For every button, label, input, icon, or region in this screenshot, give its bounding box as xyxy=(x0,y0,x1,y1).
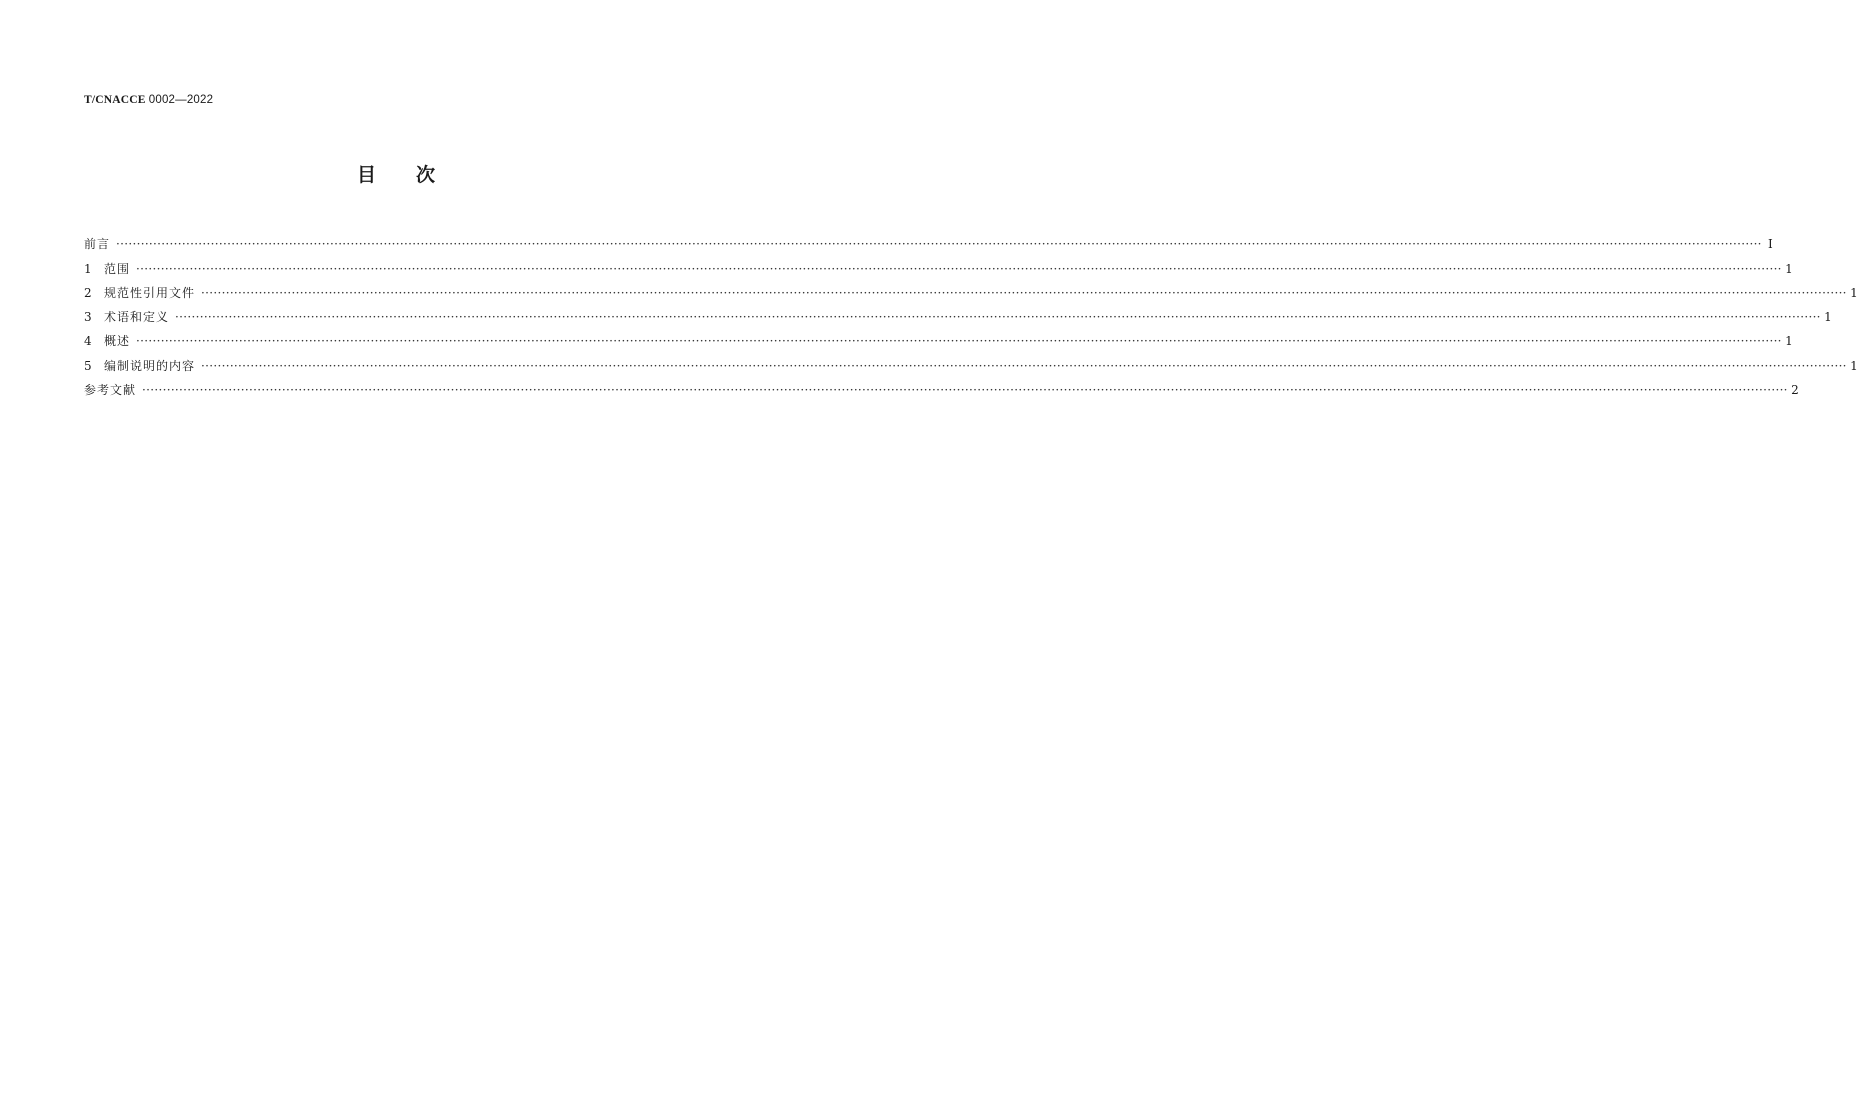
toc-entry-page: 1 xyxy=(1785,334,1793,349)
toc-entry-terms-definitions[interactable] xyxy=(84,301,1832,325)
toc-entry-label: 概述 xyxy=(104,334,131,349)
toc-entry-label: 规范性引用文件 xyxy=(104,285,196,300)
toc-entry-label: 参考文献 xyxy=(84,383,137,398)
toc-leader-dots: ················································································································································································································································································································································································································ xyxy=(142,383,1788,398)
toc-entry-number: 5 xyxy=(84,358,92,373)
toc-entry-overview[interactable] xyxy=(84,325,1793,349)
toc-entry-scope[interactable] xyxy=(84,252,1793,276)
toc-entry-normative-references[interactable] xyxy=(84,277,1858,301)
page-title: 目次 xyxy=(356,164,475,186)
toc-entry-number: 4 xyxy=(84,334,92,349)
standard-number: 0002—2022 xyxy=(148,94,214,106)
toc-entry-bibliography[interactable] xyxy=(84,374,1799,398)
toc-leader-dots: ················································································································································································································································································································································································································ xyxy=(136,334,1782,349)
table-of-contents xyxy=(84,228,1858,398)
toc-entry-number: 3 xyxy=(84,310,92,325)
toc-entry-content[interactable] xyxy=(84,349,1858,373)
toc-entry-label: 编制说明的内容 xyxy=(104,358,196,373)
toc-entry-label: 术语和定义 xyxy=(104,310,170,325)
toc-entry-label: 前言 xyxy=(84,237,111,252)
standard-prefix: T/CNACCE xyxy=(84,94,146,106)
toc-entry-foreword[interactable] xyxy=(84,228,1773,252)
toc-entry-page: I xyxy=(1768,237,1773,252)
toc-entry-page: 1 xyxy=(1850,285,1858,300)
standard-code xyxy=(84,94,213,106)
toc-leader-dots: ················································································································································································································································································································································································································ xyxy=(201,285,1847,300)
toc-entry-page: 1 xyxy=(1785,261,1793,276)
toc-entry-page: 1 xyxy=(1824,310,1832,325)
toc-leader-dots: ················································································································································································································································································································································································································ xyxy=(116,237,1762,252)
toc-entry-number: 1 xyxy=(84,261,92,276)
toc-entry-page: 1 xyxy=(1850,358,1858,373)
toc-leader-dots: ················································································································································································································································································································································································································ xyxy=(175,310,1821,325)
toc-leader-dots: ················································································································································································································································································································································································································ xyxy=(136,261,1782,276)
toc-leader-dots: ················································································································································································································································································································································································································ xyxy=(201,358,1847,373)
toc-entry-number: 2 xyxy=(84,285,92,300)
toc-entry-page: 2 xyxy=(1791,383,1799,398)
toc-entry-label: 范围 xyxy=(104,261,131,276)
